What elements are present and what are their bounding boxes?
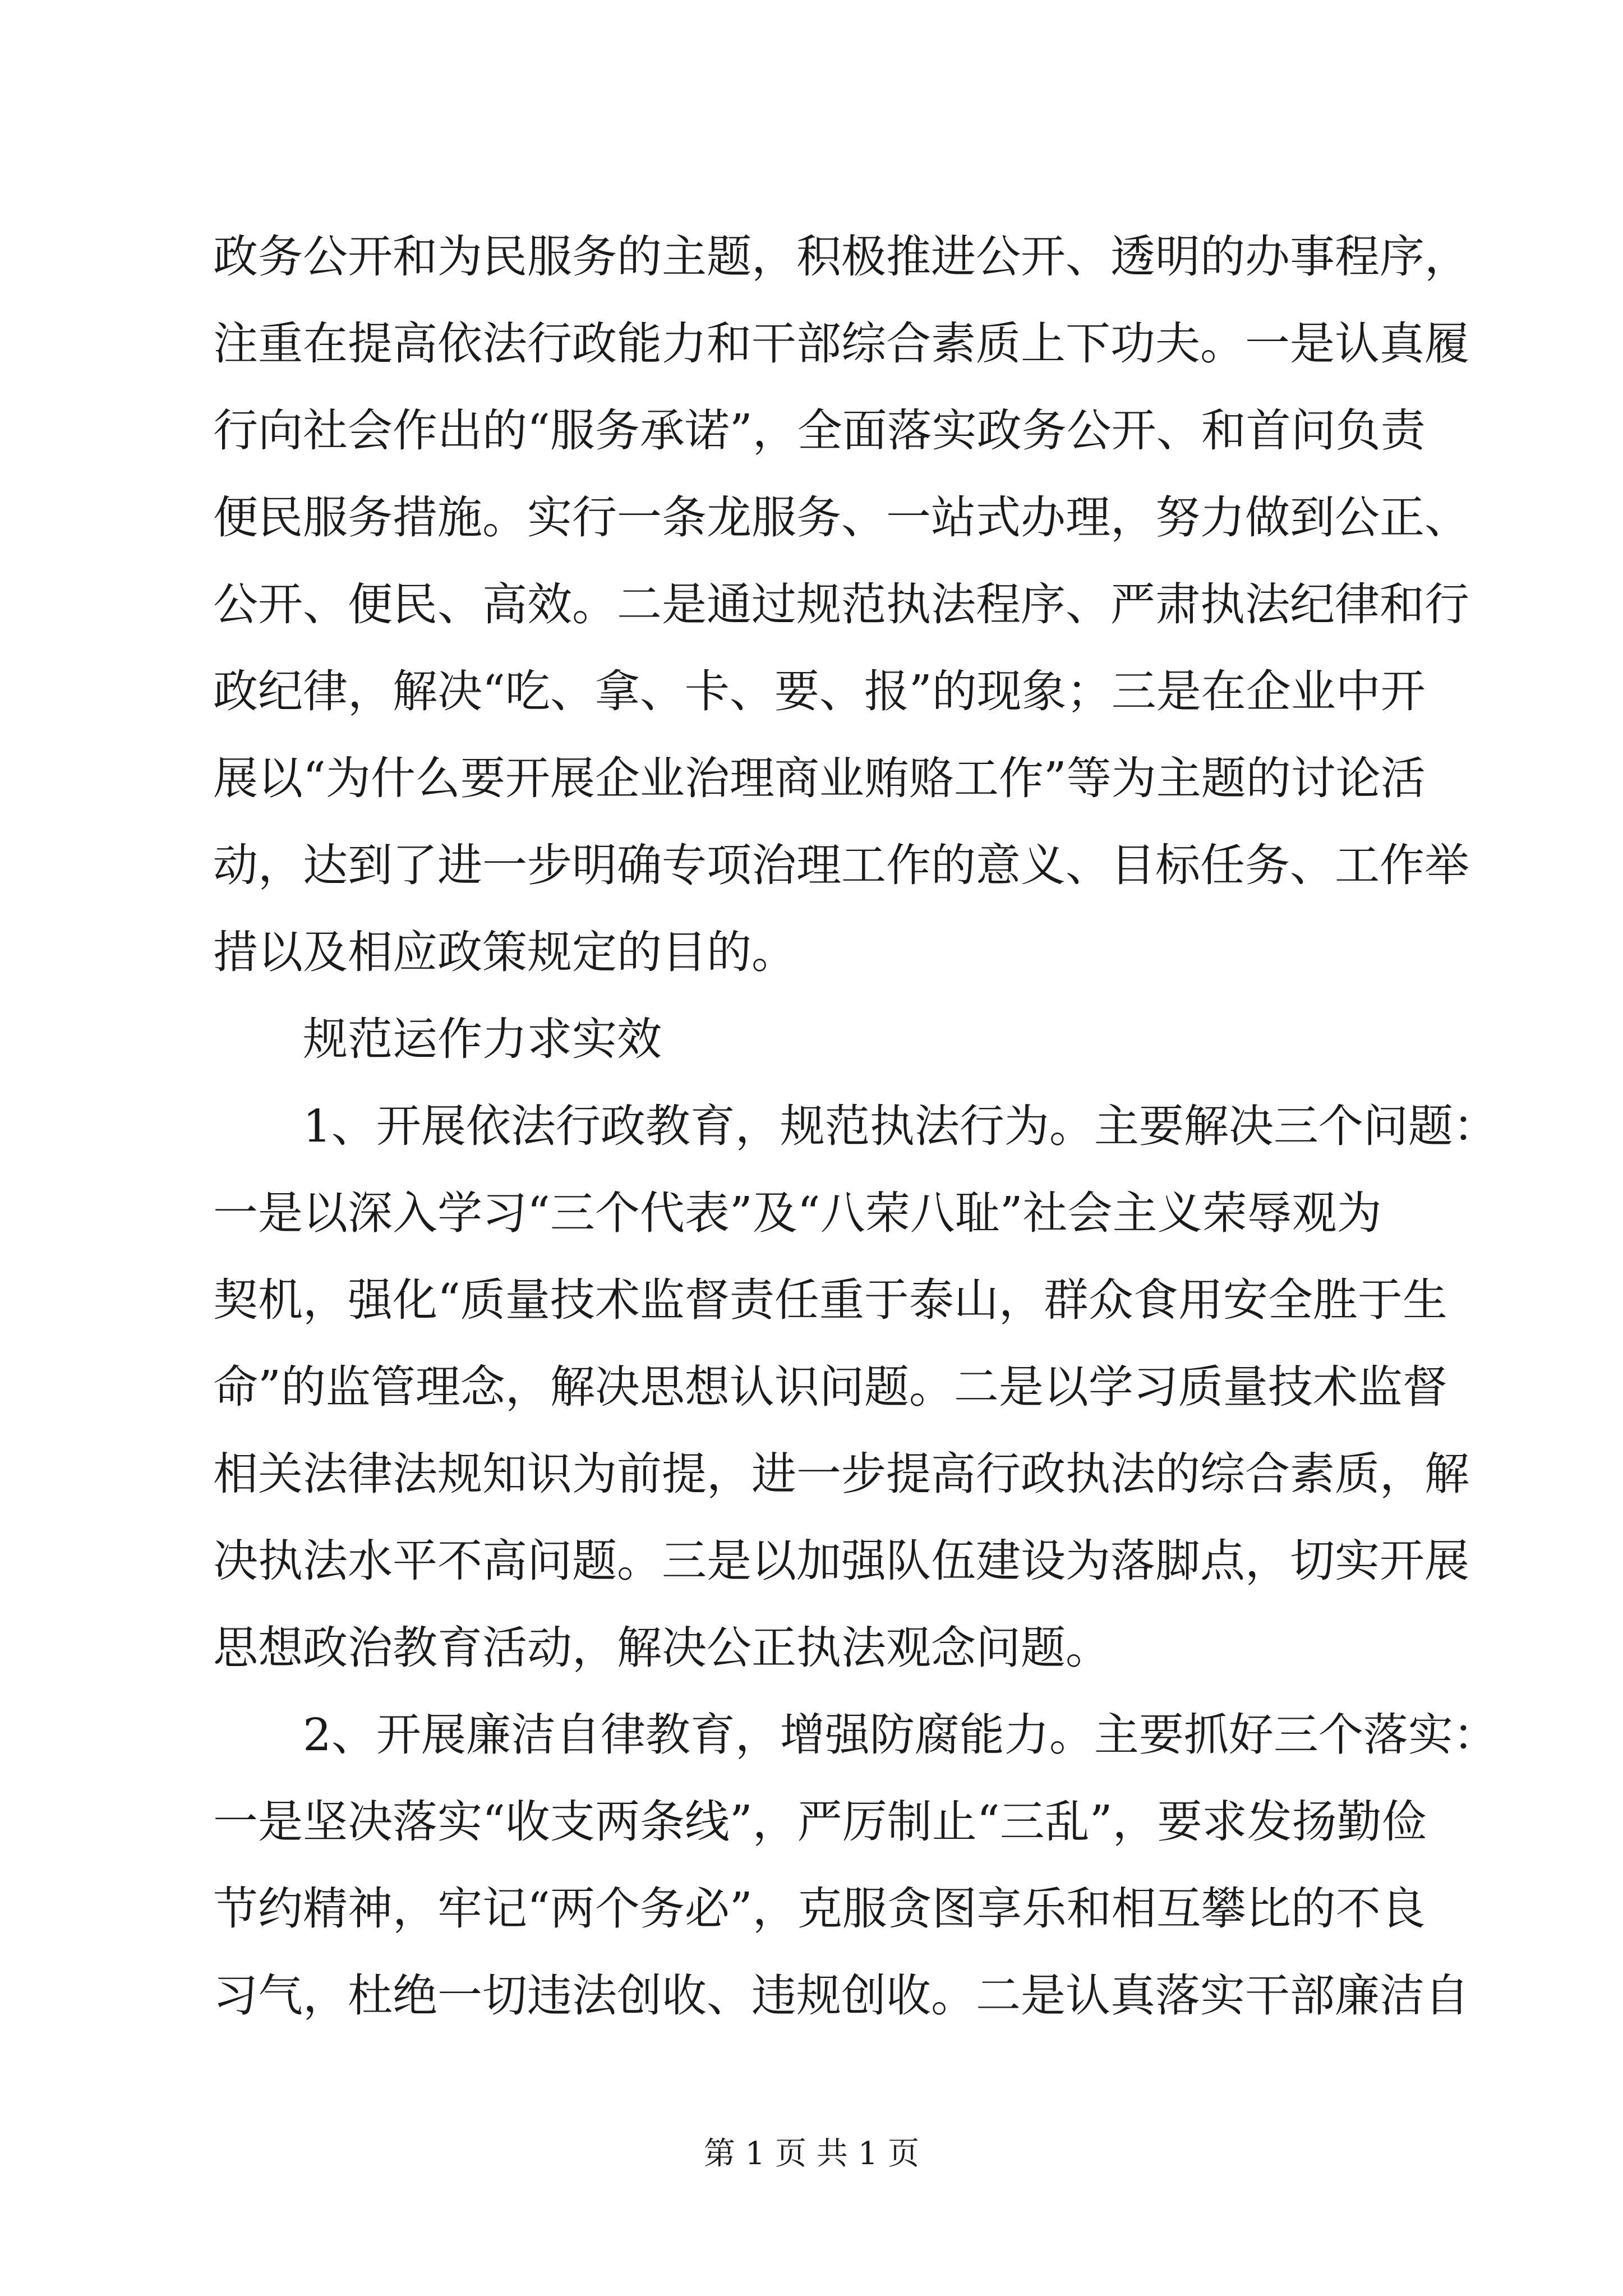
paragraph-start-line: 1、开展依法行政教育，规范执法行为。主要解决三个问题： — [303, 1100, 1498, 1152]
text-line: 习气，杜绝一切违法创收、违规创收。二是认真落实干部廉洁自 — [213, 1970, 1469, 2022]
text-line: 一是以深入学习“三个代表”及“八荣八耻”社会主义荣辱观为 — [213, 1187, 1382, 1239]
text-line: 一是坚决落实“收支两条线”，严厉制止“三乱”，要求发扬勤俭 — [213, 1796, 1427, 1848]
text-line: 展以“为什么要开展企业治理商业贿赂工作”等为主题的讨论活 — [213, 752, 1426, 804]
page-footer — [0, 2132, 1623, 2177]
text-line: 便民服务措施。实行一条龙服务、一站式办理，努力做到公正、 — [213, 491, 1469, 544]
text-line: 思想政治教育活动，解决公正执法观念问题。 — [213, 1622, 1110, 1674]
text-line: 行向社会作出的“服务承诺”，全面落实政务公开、和首问负责 — [213, 404, 1426, 457]
section-heading: 规范运作力求实效 — [303, 1013, 662, 1065]
text-line: 节约精神，牢记“两个务必”，克服贪图享乐和相互攀比的不良 — [213, 1883, 1426, 1935]
text-line: 命”的监管理念，解决思想认识问题。二是以学习质量技术监督 — [213, 1361, 1447, 1413]
text-line: 注重在提高依法行政能力和干部综合素质上下功夫。一是认真履 — [213, 318, 1469, 370]
text-line: 政务公开和为民服务的主题，积极推进公开、透明的办事程序， — [213, 231, 1469, 283]
page-number-label: 第 1 页 共 1 页 — [703, 2136, 920, 2172]
document-body — [213, 213, 1498, 2039]
text-line: 契机，强化“质量技术监督责任重于泰山，群众食用安全胜于生 — [213, 1274, 1447, 1326]
text-line: 政纪律，解决“吃、拿、卡、要、报”的现象；三是在企业中开 — [213, 665, 1426, 717]
text-line: 相关法律法规知识为前提，进一步提高行政执法的综合素质，解 — [213, 1448, 1469, 1500]
text-line: 动，达到了进一步明确专项治理工作的意义、目标任务、工作举 — [213, 839, 1469, 891]
text-line: 公开、便民、高效。二是通过规范执法程序、严肃执法纪律和行 — [213, 578, 1469, 631]
paragraph-start-line: 2、开展廉洁自律教育，增强防腐能力。主要抓好三个落实： — [303, 1709, 1498, 1761]
text-line: 措以及相应政策规定的目的。 — [213, 926, 796, 978]
text-line: 决执法水平不高问题。三是以加强队伍建设为落脚点，切实开展 — [213, 1535, 1469, 1587]
